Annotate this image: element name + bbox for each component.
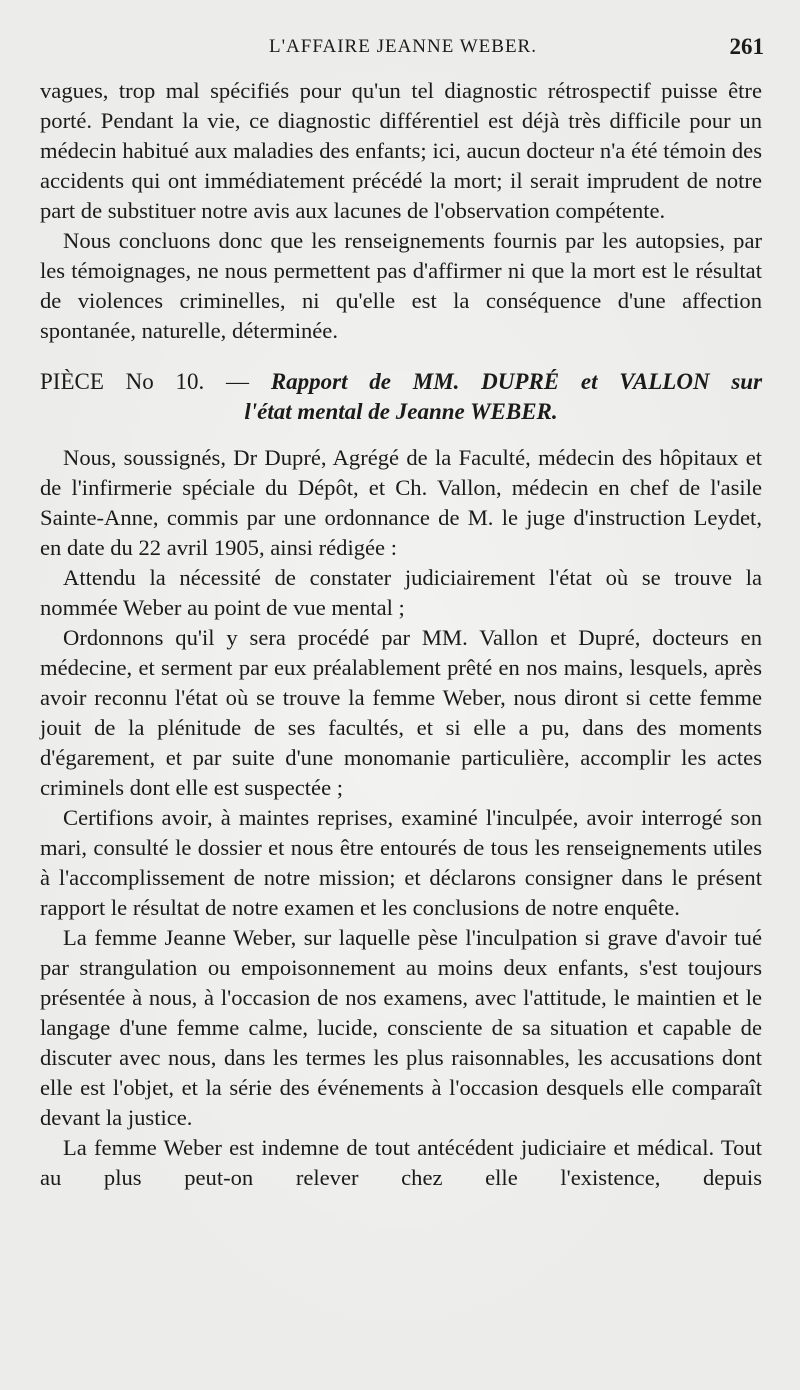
page-header [40, 34, 766, 64]
paragraph-2: Nous concluons donc que les renseignements fournis par les autopsies, par les témoignages, ne nous permettent pas d'affirmer ni que la mort est le résultat de violences criminelles, ni qu'elle est la conséquence d'une affection spontanée, naturelle, déterminée. [40, 228, 762, 343]
paragraph-6: Certifions avoir, à maintes reprises, examiné l'inculpée, avoir interrogé son mari, consulté le dossier et nous être entourés de tous les renseignements utiles à l'accomplissement de notre mission; et déclarons consigner dans le présent rapport le résultat de notre examen et les conclusions de notre enquête. [40, 805, 762, 920]
paragraph-7: La femme Jeanne Weber, sur laquelle pèse l'inculpation si grave d'avoir tué par strangulation ou empoisonnement au moins deux enfants, s'est toujours présentée à nous, à l'occasion de nos examens, avec l'attitude, le maintien et le langage d'une femme calme, lucide, consciente de sa situation et capable de discuter avec nous, dans les termes les plus raisonnables, les accusations dont elle est l'objet, et la série des événements à l'occasion desquels elle comparaît devant la justice. [40, 925, 762, 1130]
section-title-part-2: l'état mental de Jeanne WEBER. [244, 399, 558, 424]
section-heading [40, 367, 762, 427]
running-head: L'AFFAIRE JEANNE WEBER. [269, 36, 537, 57]
body-text [40, 76, 762, 1193]
paragraph-5: Ordonnons qu'il y sera procédé par MM. Vallon et Dupré, docteurs en médecine, et serment par eux préalablement prêté en nos mains, lesquels, après avoir reconnu l'état où se trouve la femme Weber, nous diront si cette femme jouit de la plénitude de ses facultés, et si elle a pu, dans des moments d'égarement, et par suite d'une monomanie particulière, accomplir les actes criminels dont elle est suspectée ; [40, 625, 762, 800]
piece-label: PIÈCE No 10. — [40, 369, 250, 394]
paragraph-1: vagues, trop mal spécifiés pour qu'un tel diagnostic rétrospectif puisse être porté. Pendant la vie, ce diagnostic différentiel est déjà très difficile pour un médecin habitué aux maladies des enfants; ici, aucun docteur n'a été témoin des accidents qui ont immédiatement précédé la mort; il serait imprudent de notre part de substituer notre avis aux lacunes de l'observation compétente. [40, 78, 762, 223]
paragraph-3: Nous, soussignés, Dr Dupré, Agrégé de la Faculté, médecin des hôpitaux et de l'infirmerie spéciale du Dépôt, et Ch. Vallon, médecin en chef de l'asile Sainte-Anne, commis par une ordonnance de M. le juge d'instruction Leydet, en date du 22 avril 1905, ainsi rédigée : [40, 445, 762, 560]
paragraph-8: La femme Weber est indemne de tout antécédent judiciaire et médical. Tout au plus peut-on relever chez elle l'existence, depuis [40, 1135, 762, 1190]
section-title-part-1: Rapport de MM. DUPRÉ et VALLON sur [270, 369, 763, 394]
paragraph-4: Attendu la nécessité de constater judiciairement l'état où se trouve la nommée Weber au point de vue mental ; [40, 565, 762, 620]
section-heading-line-1 [40, 367, 762, 397]
page-number: 261 [729, 34, 764, 59]
